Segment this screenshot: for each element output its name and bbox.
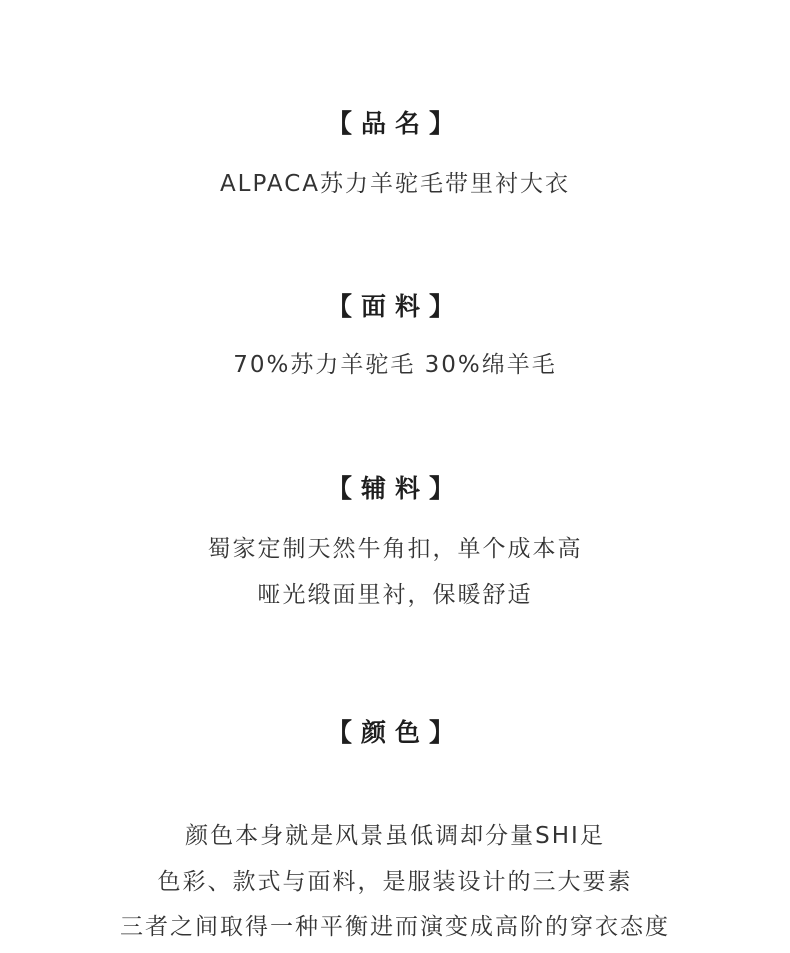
accessories-line: 蜀家定制天然牛角扣，单个成本高	[207, 536, 583, 562]
color-heading: 【颜色】	[326, 718, 463, 747]
color-description-line: 色彩、款式与面料，是服装设计的三大要素	[157, 869, 633, 895]
product-name-heading: 【品名】	[326, 109, 463, 138]
accessories-line: 哑光缎面里衬，保暖舒适	[257, 582, 533, 608]
fabric-heading: 【面料】	[326, 292, 463, 321]
color-description-line: 三者之间取得一种平衡进而演变成高阶的穿衣态度	[120, 914, 670, 940]
color-description-line: 颜色本身就是风景虽低调却分量SHI足	[185, 823, 605, 849]
accessories-heading: 【辅料】	[326, 474, 463, 503]
fabric-composition: 70%苏力羊驼毛 30%绵羊毛	[233, 352, 557, 378]
product-name-value: ALPACA苏力羊驼毛带里衬大衣	[219, 171, 571, 197]
